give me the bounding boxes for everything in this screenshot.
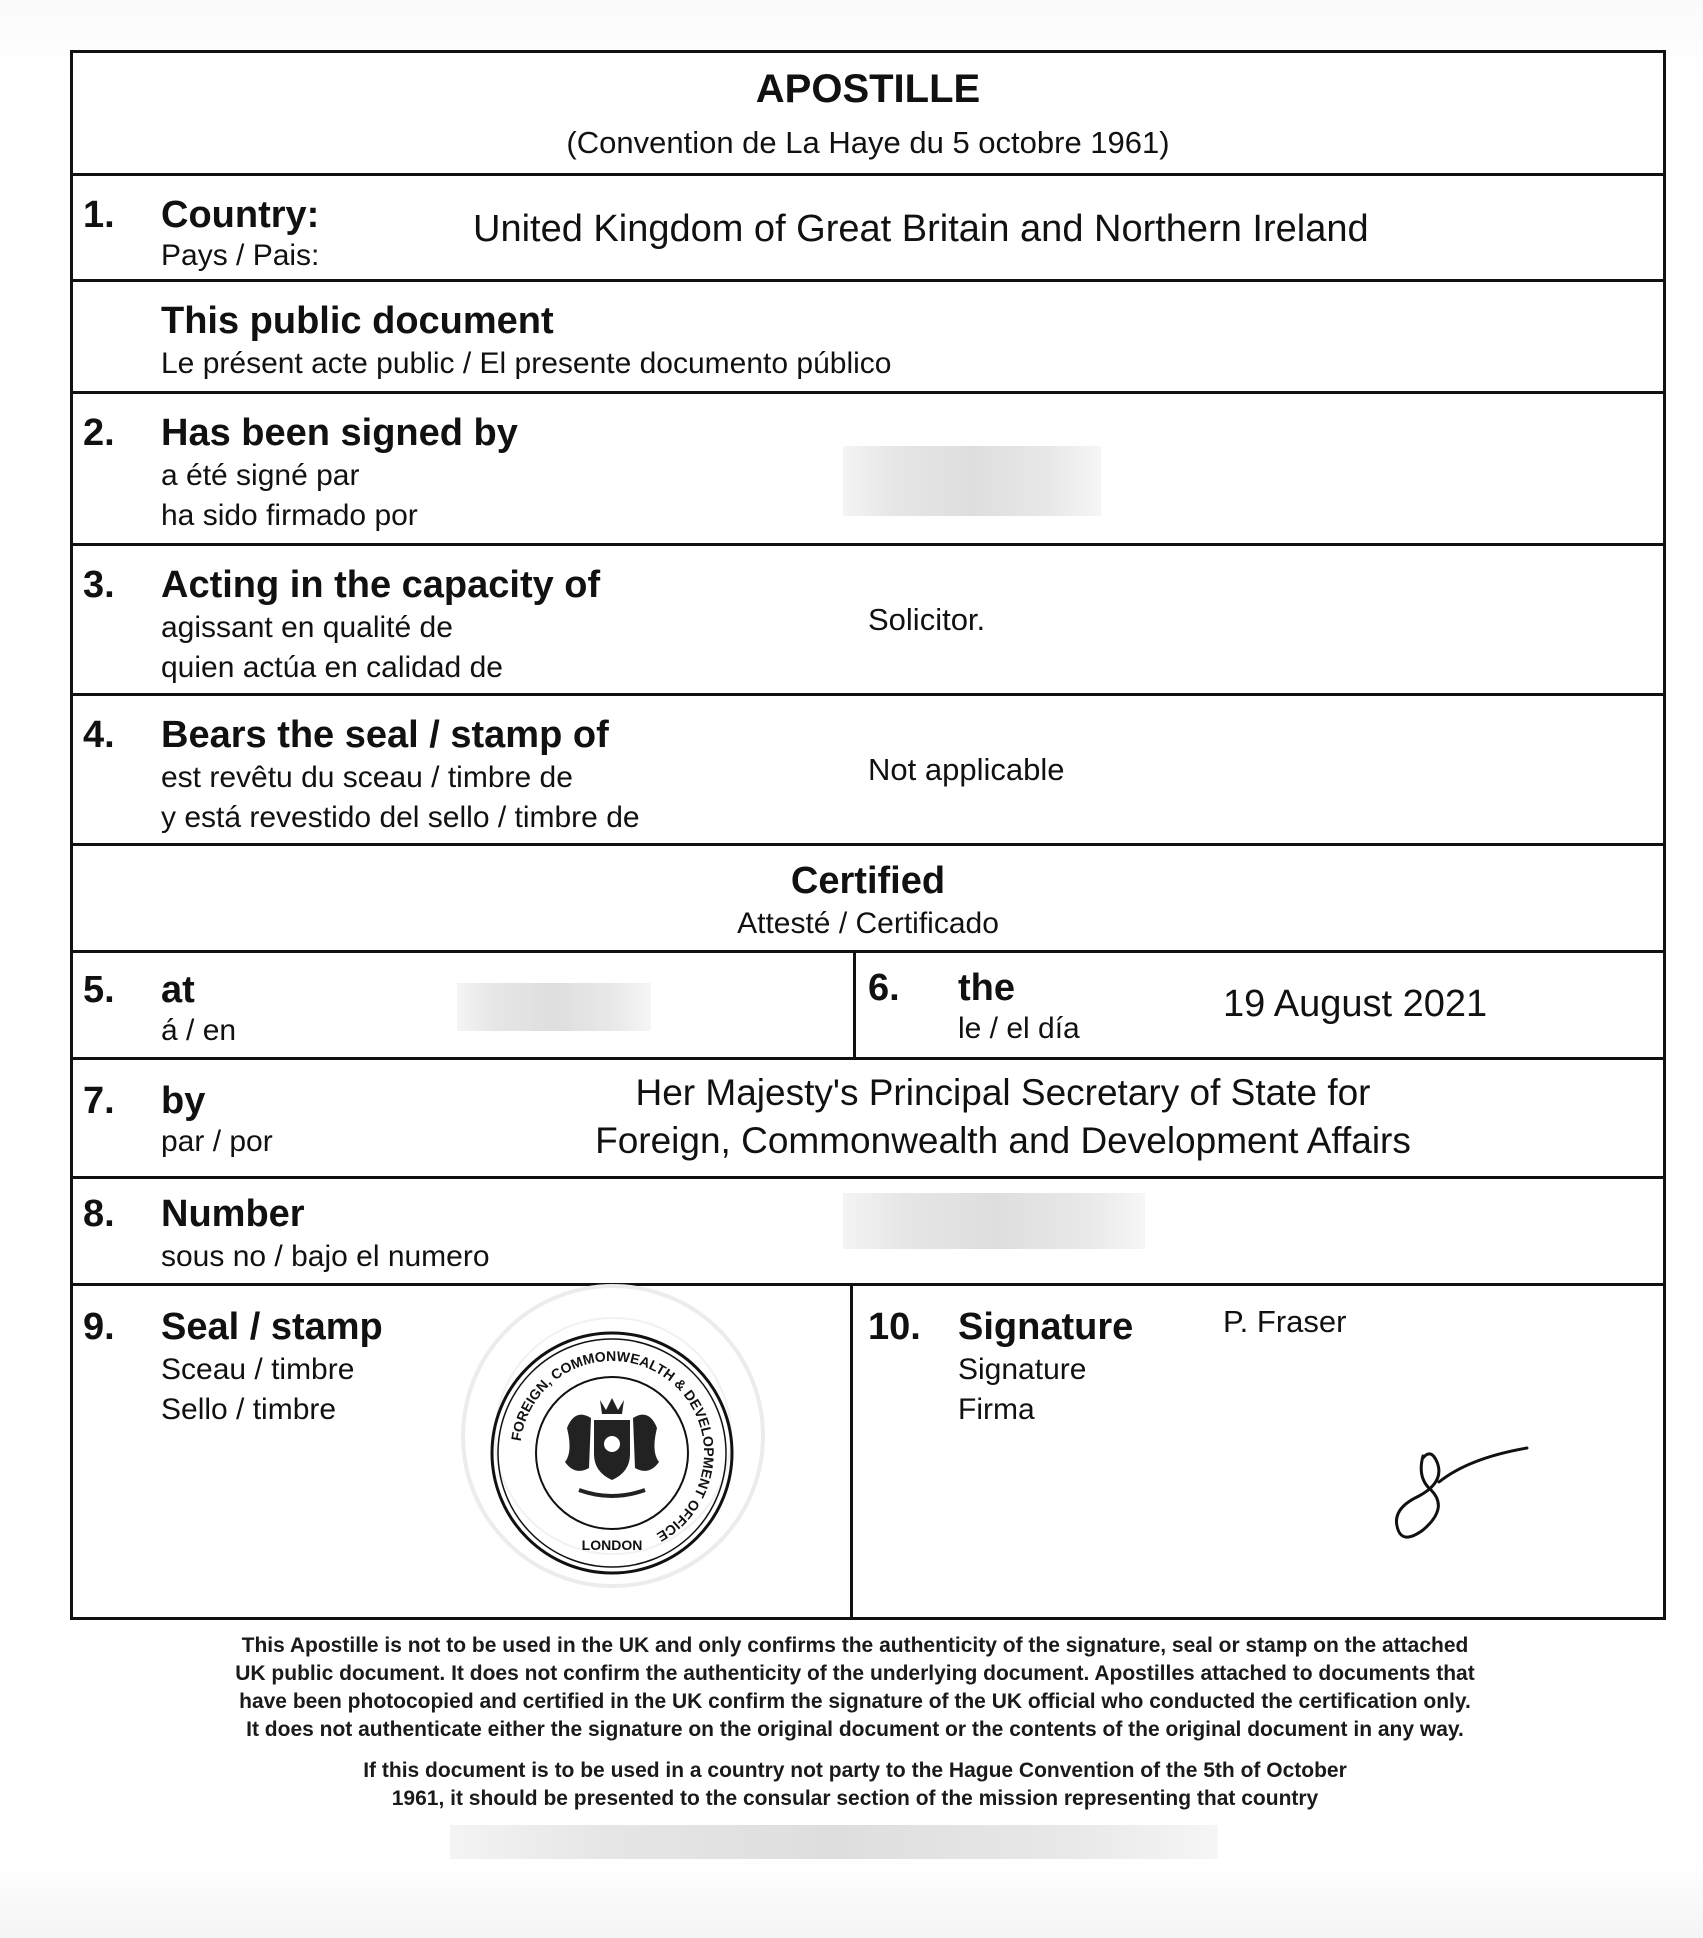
field-label: Seal / stamp [161,1306,383,1348]
row-number [73,1179,1663,1286]
redacted-number [843,1193,1145,1249]
date-value: 19 August 2021 [1223,983,1488,1025]
form-subtitle: (Convention de La Haye du 5 octobre 1961) [566,125,1170,160]
field-sublabel: le / el día [958,1012,1080,1045]
redacted-signer [843,446,1101,516]
column-divider [850,1286,853,1617]
field-sublabel: Le présent acte public / El presente documento público [161,347,892,380]
row-by [73,1060,1663,1179]
row-seal-signature [73,1286,1663,1617]
field-sublabel: a été signé par [161,459,360,492]
field-sublabel: Pays / Pais: [161,239,320,272]
field-sublabel: sous no / bajo el numero [161,1240,490,1273]
country-value: United Kingdom of Great Britain and Northern Ireland [473,208,1369,250]
field-sublabel: Sceau / timbre [161,1353,355,1386]
field-label: Acting in the capacity of [161,564,601,606]
coat-of-arms-icon [565,1398,659,1496]
capacity-value: Solicitor. [868,602,986,637]
field-sublabel: agissant en qualité de [161,611,453,644]
field-sublabel: par / por [161,1125,273,1158]
field-number: 1. [83,194,115,236]
certified-label: Certified [790,860,946,902]
header-row [73,53,1663,176]
footer-line: have been photocopied and certified in the UK confirm the signature of the UK official who conducted the certification only. [239,1690,1471,1713]
footer-disclaimer [160,1632,1550,1744]
field-sublabel: Firma [958,1393,1035,1426]
field-label: by [161,1080,206,1122]
field-sublabel: á / en [161,1014,237,1047]
row-signed-by [73,394,1663,546]
field-label: Number [161,1193,305,1235]
seal-ring-text: FOREIGN, COMMONWEALTH & DEVELOPMENT OFFICE [507,1347,718,1546]
apostille-form [70,50,1666,1620]
field-label: Bears the seal / stamp of [161,714,609,756]
footer-line: UK public document. It does not confirm the authenticity of the underlying document. Apostilles attached to documents that [235,1662,1475,1685]
field-sublabel: ha sido firmado por [161,499,418,532]
fcdo-seal-stamp [487,1328,737,1578]
field-number: 6. [868,967,900,1009]
seal-of-value: Not applicable [868,752,1065,787]
field-label: at [161,969,195,1011]
footer-line: If this document is to be used in a country not party to the Hague Convention of the 5th of October [363,1759,1347,1782]
field-number: 7. [83,1080,115,1122]
redacted-footer-reference [450,1825,1218,1859]
field-sublabel: y está revestido del sello / timbre de [161,801,640,834]
field-sublabel: quien actúa en calidad de [161,651,503,684]
row-public-document [73,282,1663,394]
field-label: Has been signed by [161,412,518,454]
form-title: APOSTILLE [755,67,981,111]
field-number: 9. [83,1306,115,1348]
field-label: Country: [161,194,320,236]
footer-line: It does not authenticate either the signature on the original document or the contents of the original document in any way. [246,1718,1464,1741]
field-label: Signature [958,1306,1134,1348]
field-number: 8. [83,1193,115,1235]
seal-city: LONDON [581,1537,643,1553]
field-number: 10. [868,1306,921,1348]
row-capacity [73,546,1663,696]
column-divider [853,953,856,1057]
field-sublabel: Signature [958,1353,1087,1386]
authority-line-1: Her Majesty's Principal Secretary of State for [635,1072,1371,1113]
handwritten-signature [1383,1436,1533,1546]
field-sublabel: Sello / timbre [161,1393,337,1426]
footer-line: This Apostille is not to be used in the UK and only confirms the authenticity of the signature, seal or stamp on the attached [241,1634,1469,1657]
row-country [73,176,1663,282]
row-seal-of [73,696,1663,846]
field-label: the [958,967,1015,1009]
field-number: 2. [83,412,115,454]
signatory-name: P. Fraser [1223,1304,1347,1339]
field-number: 5. [83,969,115,1011]
row-certified [73,846,1663,953]
footer-convention-note [160,1757,1550,1813]
field-number: 3. [83,564,115,606]
authority-line-2: Foreign, Commonwealth and Development Affairs [595,1120,1411,1161]
redacted-place [457,983,651,1031]
row-at-the [73,953,1663,1060]
field-label: This public document [161,300,554,342]
field-number: 4. [83,714,115,756]
field-sublabel: est revêtu du sceau / timbre de [161,761,573,794]
certified-sublabel: Attesté / Certificado [737,907,999,940]
footer-line: 1961, it should be presented to the consular section of the mission representing that country [391,1787,1319,1810]
